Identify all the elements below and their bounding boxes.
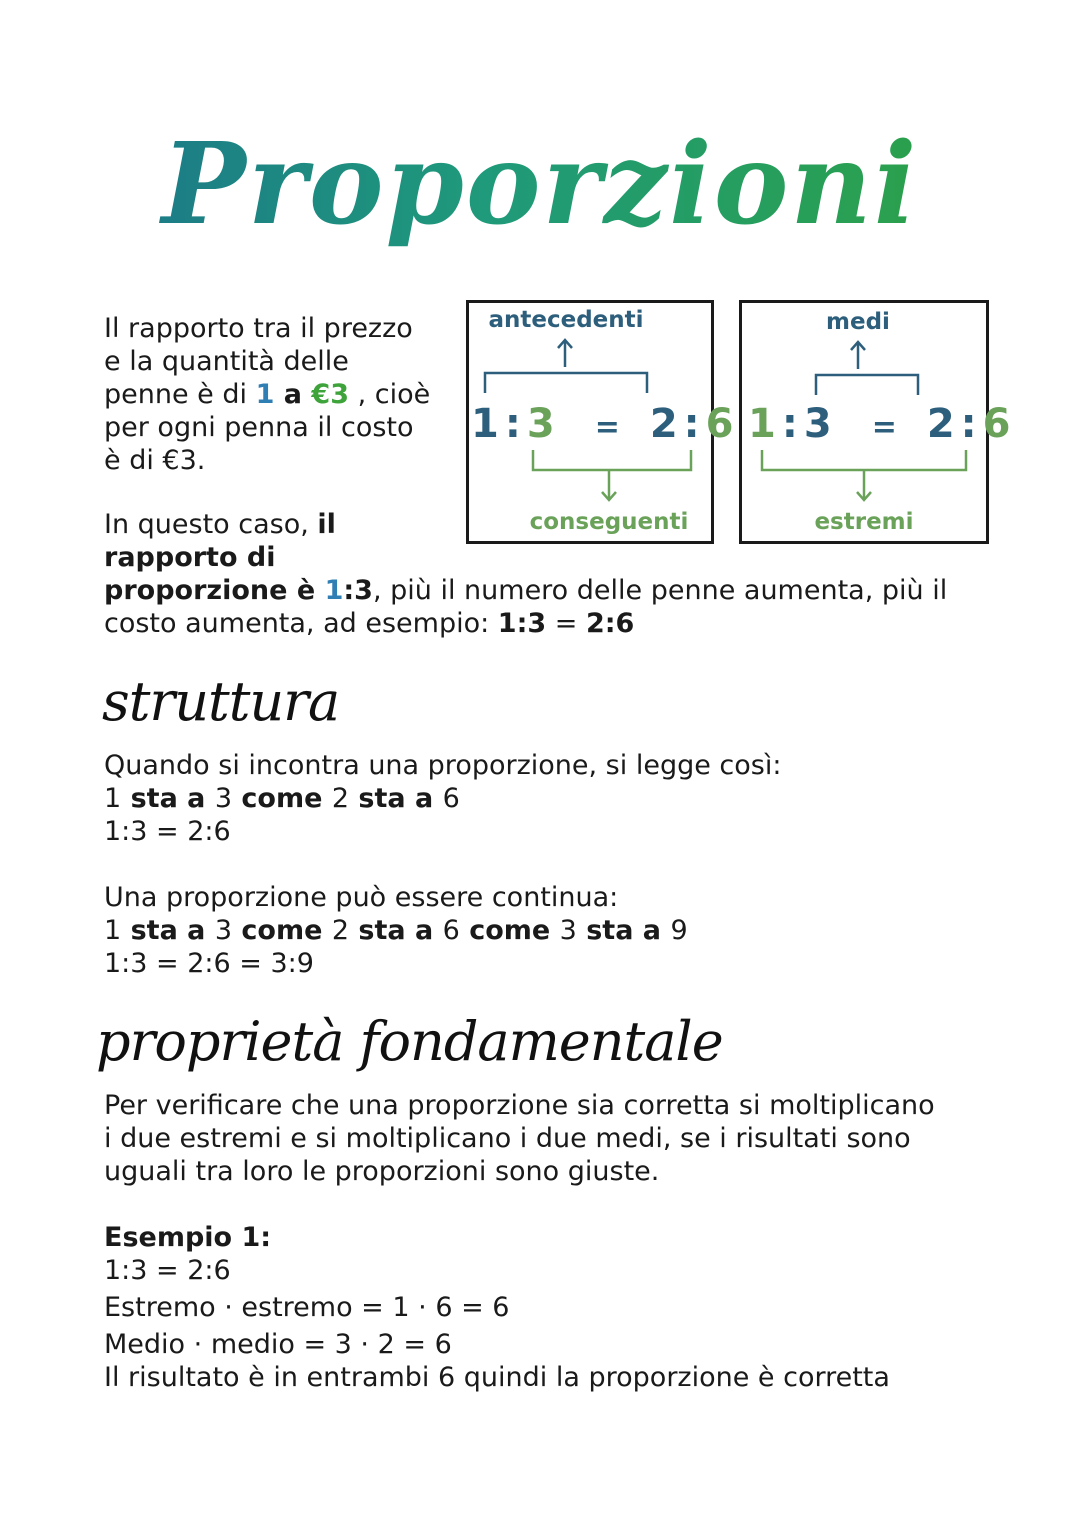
ratio-value: 1 (324, 575, 344, 606)
ratio-value: :3 (343, 575, 373, 606)
ratio-expression (471, 401, 734, 447)
intro-line: è di €3. (104, 445, 206, 476)
label-conseguenti: conseguenti (529, 509, 689, 535)
text: come (232, 915, 332, 946)
struttura-text (104, 749, 781, 980)
text: , cioè (349, 379, 431, 410)
ratio-term: 2 (926, 401, 955, 447)
text: 2 (331, 915, 349, 946)
text: 2:6 (585, 608, 635, 639)
proprieta-text (104, 1089, 1024, 1394)
text-line: i due estremi e si moltiplicano i due medi, se i risultati sono (104, 1123, 911, 1154)
text-line: uguali tra loro le proporzioni sono giuste. (104, 1156, 660, 1187)
example-title: Esempio 1: (104, 1222, 272, 1253)
paragraph-line (104, 574, 1004, 607)
ratio-term: 3 (803, 401, 832, 447)
ratio-equals: = (594, 410, 620, 445)
text: 3 (214, 915, 232, 946)
intro-line: e la quantità delle (104, 346, 349, 377)
text: il (317, 509, 336, 540)
ratio-expression (748, 401, 1011, 447)
label-medi: medi (826, 309, 890, 335)
label-antecedenti: antecedenti (488, 307, 644, 333)
text: 3 (214, 783, 232, 814)
example-line: Medio · medio = 3 · 2 = 6 (104, 1329, 452, 1360)
text: 2 (331, 783, 349, 814)
example-line: Il risultato è in entrambi 6 quindi la proporzione è corretta (104, 1362, 890, 1393)
text: 1 (104, 783, 122, 814)
quantity-value: 1 (255, 379, 275, 410)
intro-line: Il rapporto tra il prezzo (104, 313, 413, 344)
ratio-colon: : (504, 401, 521, 447)
text-line: Quando si incontra una proporzione, si legge così: (104, 750, 782, 781)
text-line (104, 914, 781, 947)
ratio-colon: : (781, 401, 798, 447)
text: 1 (104, 915, 122, 946)
text: sta a (349, 783, 443, 814)
text: In questo caso, (104, 509, 318, 540)
ratio-term: 6 (705, 401, 734, 447)
intro-paragraph (104, 312, 430, 477)
text: sta a (121, 783, 215, 814)
text-line: 1:3 = 2:6 (104, 816, 231, 847)
text: 9 (670, 915, 688, 946)
intro-line (104, 378, 430, 411)
text: a (274, 379, 312, 410)
text: = (546, 608, 586, 639)
text: costo aumenta, ad esempio: (104, 608, 498, 639)
example-line: Estremo · estremo = 1 · 6 = 6 (104, 1292, 510, 1323)
text: , più il numero delle penne aumenta, più il (372, 575, 948, 606)
text-line: 1:3 = 2:6 = 3:9 (104, 948, 314, 979)
text: proporzione è (104, 575, 325, 606)
page-title: Proporzioni (0, 118, 1080, 252)
text: 6 (442, 783, 460, 814)
section-heading-struttura: struttura (102, 670, 340, 733)
spacer (104, 1188, 1024, 1221)
text-line: Per verificare che una proporzione sia corretta si moltiplicano (104, 1090, 935, 1121)
ratio-equals: = (871, 410, 897, 445)
text-line: Una proporzione può essere continua: (104, 882, 619, 913)
text: sta a (121, 915, 215, 946)
price-value: €3 (311, 379, 349, 410)
paragraph-line (104, 607, 1004, 640)
text: 1:3 (497, 608, 547, 639)
text: 3 (559, 915, 577, 946)
text: 6 (442, 915, 460, 946)
label-estremi: estremi (814, 509, 914, 535)
ratio-paragraph (104, 508, 1004, 640)
ratio-colon: : (683, 401, 700, 447)
text-line (104, 782, 781, 815)
ratio-term: 2 (649, 401, 678, 447)
paragraph-line: rapporto di (104, 542, 276, 573)
text: sta a (576, 915, 671, 946)
text: penne è di (104, 379, 256, 410)
ratio-term: 6 (982, 401, 1011, 447)
ratio-term: 1 (748, 401, 776, 447)
paragraph-line (104, 508, 1004, 541)
text: come (232, 783, 332, 814)
intro-line: per ogni penna il costo (104, 412, 414, 443)
spacer (104, 848, 781, 881)
ratio-term: 1 (471, 401, 499, 447)
text: sta a (349, 915, 443, 946)
section-heading-proprieta: proprietà fondamentale (96, 1010, 723, 1073)
example-line: 1:3 = 2:6 (104, 1255, 231, 1286)
ratio-colon: : (960, 401, 977, 447)
text: come (459, 915, 560, 946)
ratio-term: 3 (526, 401, 555, 447)
